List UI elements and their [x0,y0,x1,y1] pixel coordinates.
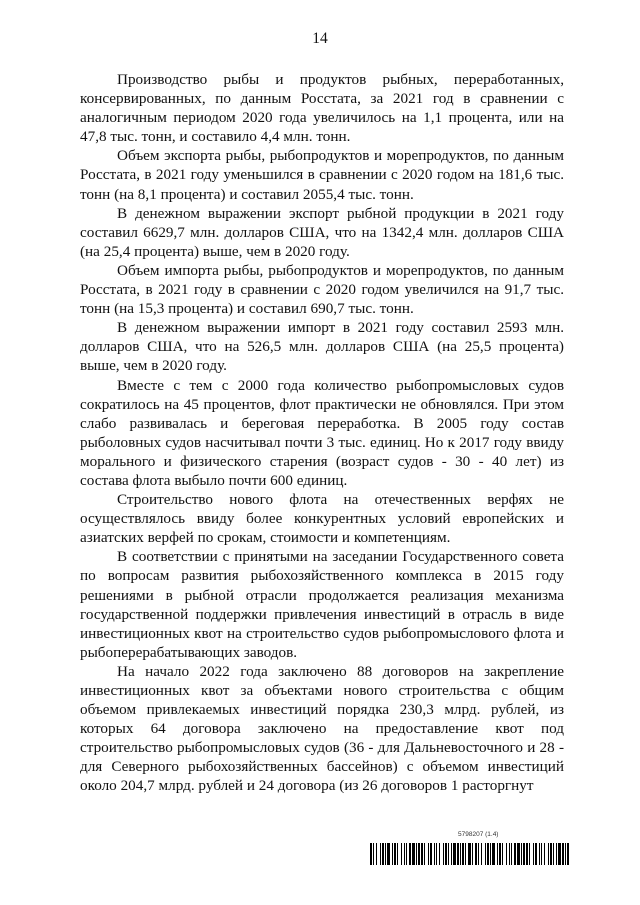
paragraph: Производство рыбы и продуктов рыбных, переработанных, консервированных, по данным Росстата, за 2021 год в сравнении с аналогичным периодом 2020 года увеличилось на 1,1 процента, или на 47,8 тыс. тонн, и составило 4,4 млн. тонн. [80,71,564,146]
paragraph: Объем импорта рыбы, рыбопродуктов и морепродуктов, по данным Росстата, в 2021 году в сравнении с 2020 годом увеличился на 91,7 тыс. тонн (на 15,3 процента) и составил 690,7 тыс. тонн. [80,261,564,318]
barcode [370,843,570,865]
paragraph: Вместе с тем с 2000 года количество рыбопромысловых судов сократилось на 45 процентов, флот практически не обновлялся. При этом слабо развивалась и береговая переработка. В 2005 году состав рыболовных судов насчитывал почти 3 тыс. единиц. Но к 2017 году ввиду морального и физического старения (возраст судов - 30 - 40 лет) из состава флота выбыло почти 600 единиц. [80,376,564,489]
paragraph: Объем экспорта рыбы, рыбопродуктов и морепродуктов, по данным Росстата, в 2021 году уменьшился в сравнении с 2020 годом на 181,6 тыс. тонн (на 8,1 процента) и составил 2055,4 тыс. тонн. [80,147,564,203]
paragraph: В денежном выражении экспорт рыбной продукции в 2021 году составил 6629,7 млн. долларов США, что на 1342,4 млн. долларов США (на 25,4 процента) выше, чем в 2020 году. [80,204,564,260]
paragraph: В соответствии с принятыми на заседании Государственного совета по вопросам развития рыбохозяйственного комплекса в 2015 году решениями в рыбной отрасли продолжается реализация механизма государственной поддержки привлечения инвестиций в отрасль в виде инвестиционных квот на строительство судов рыбопромыслового флота и рыбоперерабатывающих заводов. [80,548,564,661]
paragraph: Строительство нового флота на отечественных верфях не осуществлялось ввиду более конкурентных условий европейских и азиатских верфей по срокам, стоимости и компетенциям. [80,491,564,547]
page-number: 14 [312,30,328,47]
document-body [80,70,564,796]
document-code: 5798207 (1.4) [458,831,499,838]
paragraph: На начало 2022 года заключено 88 договоров на закрепление инвестиционных квот за объектами нового строительства с общим объемом привлекаемых инвестиций порядка 230,3 млрд. рублей, из которых 64 договора заключено на предоставление квот под строительство рыбопромысловых судов (36 - для Дальневосточного и 28 - для Северного рыбохозяйственных бассейнов) с объемом инвестиций около 204,7 млрд. рублей и 24 договора (из 26 договоров 1 расторгнут [80,662,564,795]
paragraph: В денежном выражении импорт в 2021 году составил 2593 млн. долларов США, что на 526,5 млн. долларов США (на 25,5 процента) выше, чем в 2020 году. [80,319,564,375]
